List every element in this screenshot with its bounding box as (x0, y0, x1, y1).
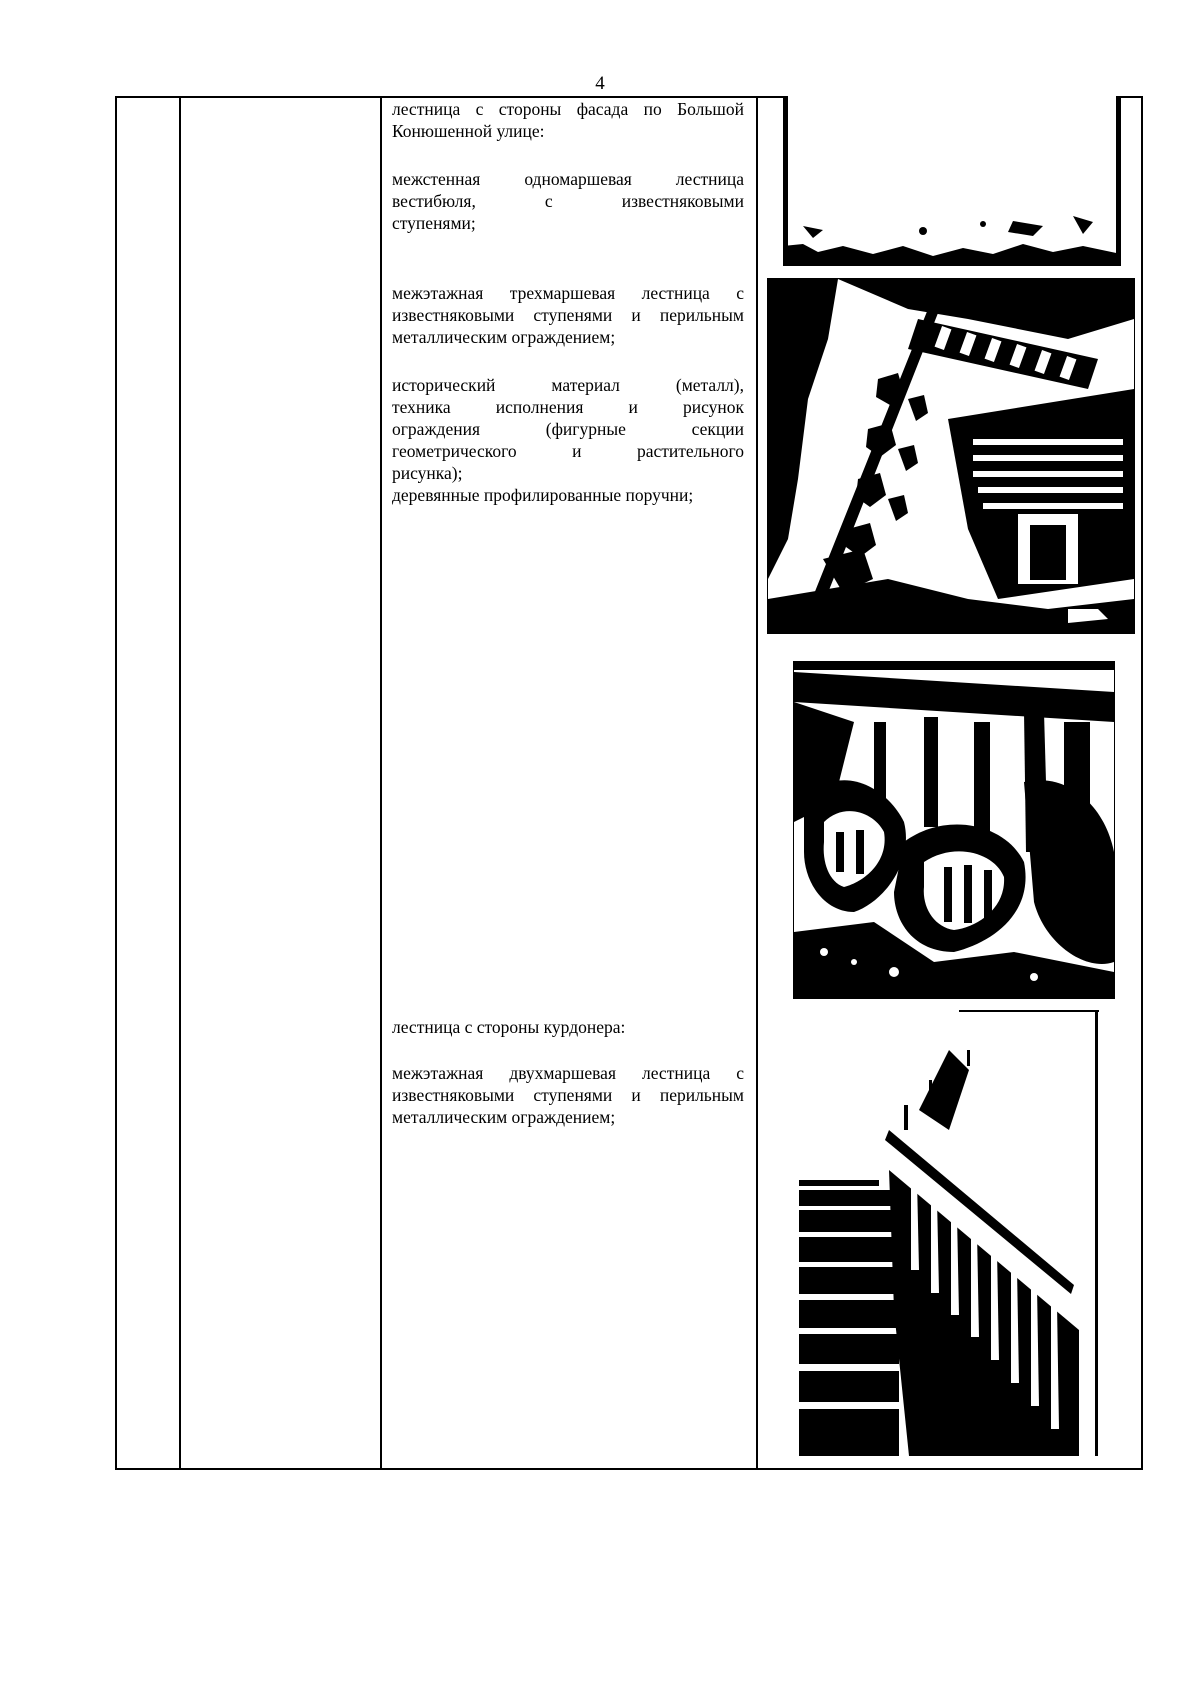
text-line: ступенями; (392, 213, 476, 233)
column-divider-3 (756, 96, 758, 1470)
courtyard-stair-photo (799, 1010, 1100, 1456)
text-line: металлическим ограждением; (392, 327, 616, 347)
vestibule-stair-photo (783, 96, 1121, 266)
railing-detail-photo (793, 661, 1115, 999)
page-number: 4 (595, 73, 605, 94)
two-flight-stair-text (392, 1062, 744, 1128)
facade-stair-heading (392, 98, 744, 142)
column-divider-2 (380, 96, 382, 1470)
text-line: Конюшенной улице: (392, 121, 545, 141)
column-divider-1 (179, 96, 181, 1470)
three-flight-stair-text (392, 282, 744, 348)
text-line: известняковыми ступенями и перильным (392, 1085, 744, 1105)
text-line: известняковыми ступенями и перильным (392, 305, 744, 325)
text-line: межэтажная трехмаршевая лестница с (392, 283, 744, 303)
text-line: лестница с стороны фасада по Большой (392, 99, 744, 119)
text-line: металлическим ограждением; (392, 1107, 616, 1127)
three-flight-stair-photo (767, 278, 1135, 634)
text-line: деревянные профилированные поручни; (392, 485, 694, 505)
vestibule-stair-text (392, 168, 744, 234)
text-line: рисунка); (392, 463, 463, 483)
courtyard-stair-heading (392, 1016, 744, 1038)
text-line: межэтажная двухмаршевая лестница с (392, 1063, 744, 1083)
historic-material-text (392, 374, 744, 506)
text-line: ограждения (фигурные секции (392, 419, 744, 439)
text-line: исторический материал (металл), (392, 375, 744, 395)
text-line: лестница с стороны курдонера: (392, 1017, 626, 1037)
text-line: межстенная одномаршевая лестница (392, 169, 744, 189)
text-line: техника исполнения и рисунок (392, 397, 744, 417)
text-line: вестибюля, с известняковыми (392, 191, 744, 211)
text-line: геометрического и растительного (392, 441, 744, 461)
